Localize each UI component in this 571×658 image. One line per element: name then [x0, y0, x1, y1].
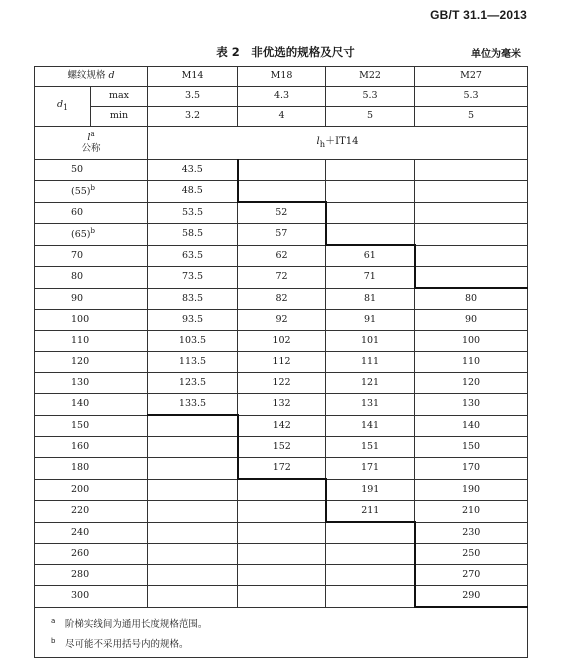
- cell-value: 210: [415, 501, 528, 523]
- cell-value: [148, 544, 238, 565]
- table-row: [35, 267, 528, 289]
- cell-value: 170: [415, 458, 528, 480]
- d1-label: $d_1$: [35, 87, 91, 127]
- cell-value: [148, 415, 238, 437]
- d1-max-row: [35, 87, 528, 107]
- length-value: $(55)^b$: [35, 181, 148, 203]
- cell-value: 171: [326, 458, 415, 480]
- table-row: [35, 479, 528, 501]
- length-value: 280: [35, 565, 148, 586]
- length-value: 160: [35, 437, 148, 458]
- cell-value: 141: [326, 415, 415, 437]
- table-row: [35, 310, 528, 331]
- cell-value: 48.5: [148, 181, 238, 203]
- cell-value: 140: [415, 415, 528, 437]
- cell-value: 43.5: [148, 160, 238, 181]
- cell-value: 63.5: [148, 245, 238, 267]
- cell-value: 72: [238, 267, 326, 289]
- cell-value: 103.5: [148, 331, 238, 352]
- cell-value: 142: [238, 415, 326, 437]
- table-row: [35, 522, 528, 544]
- length-header: $l^a$ 公称: [35, 127, 148, 160]
- cell-value: 151: [326, 437, 415, 458]
- table-row: [35, 373, 528, 394]
- length-header-row: [35, 127, 528, 160]
- cell-value: 100: [415, 331, 528, 352]
- min-label: min: [91, 107, 148, 127]
- cell-value: [148, 586, 238, 608]
- cell-value: [326, 522, 415, 544]
- cell-value: [326, 224, 415, 246]
- col-header: M22: [326, 67, 415, 87]
- cell-value: 290: [415, 586, 528, 608]
- cell-value: 73.5: [148, 267, 238, 289]
- length-value: 100: [35, 310, 148, 331]
- cell-value: 230: [415, 522, 528, 544]
- cell-value: [415, 160, 528, 181]
- cell-value: [238, 586, 326, 608]
- max-value: 5.3: [326, 87, 415, 107]
- standard-number: GB/T 31.1—2013: [430, 8, 527, 22]
- cell-value: [326, 544, 415, 565]
- cell-value: 112: [238, 352, 326, 373]
- length-value: 70: [35, 245, 148, 267]
- length-value: 300: [35, 586, 148, 608]
- cell-value: 80: [415, 288, 528, 310]
- unit-label: 单位为毫米: [471, 49, 521, 60]
- length-value: $(65)^b$: [35, 224, 148, 246]
- cell-value: 71: [326, 267, 415, 289]
- cell-value: 133.5: [148, 394, 238, 416]
- cell-value: [148, 565, 238, 586]
- length-value: 110: [35, 331, 148, 352]
- col-header: M27: [415, 67, 528, 87]
- length-value: 130: [35, 373, 148, 394]
- cell-value: [238, 565, 326, 586]
- cell-value: [326, 586, 415, 608]
- thread-size-label: 螺纹规格: [67, 70, 106, 82]
- cell-value: 211: [326, 501, 415, 523]
- max-value: 4.3: [238, 87, 326, 107]
- table-row: [35, 202, 528, 224]
- cell-value: 123.5: [148, 373, 238, 394]
- d1-min-row: [35, 107, 528, 127]
- length-value: 120: [35, 352, 148, 373]
- length-value: 140: [35, 394, 148, 416]
- length-value: 150: [35, 415, 148, 437]
- footnote-b: $^b$ 尽可能不采用括号内的规格。: [51, 637, 189, 651]
- thread-size-row: [35, 67, 528, 87]
- table-row: [35, 437, 528, 458]
- cell-value: 93.5: [148, 310, 238, 331]
- table-row: [35, 288, 528, 310]
- cell-value: [238, 479, 326, 501]
- cell-value: 81: [326, 288, 415, 310]
- length-value: 260: [35, 544, 148, 565]
- cell-value: [326, 160, 415, 181]
- cell-value: [148, 479, 238, 501]
- table-row: [35, 245, 528, 267]
- col-header: M18: [238, 67, 326, 87]
- cell-value: [148, 437, 238, 458]
- cell-value: 53.5: [148, 202, 238, 224]
- cell-value: 130: [415, 394, 528, 416]
- table-title: 表 2 非优选的规格及尺寸: [216, 45, 355, 59]
- cell-value: 102: [238, 331, 326, 352]
- table-row: [35, 224, 528, 246]
- cell-value: [238, 160, 326, 181]
- table-row: [35, 160, 528, 181]
- max-label: max: [91, 87, 148, 107]
- cell-value: [148, 501, 238, 523]
- cell-value: [326, 202, 415, 224]
- min-value: 5: [326, 107, 415, 127]
- cell-value: [148, 522, 238, 544]
- table-row: [35, 501, 528, 523]
- cell-value: 131: [326, 394, 415, 416]
- length-value: 60: [35, 202, 148, 224]
- col-header: M14: [148, 67, 238, 87]
- length-value: 80: [35, 267, 148, 289]
- cell-value: 111: [326, 352, 415, 373]
- cell-value: 61: [326, 245, 415, 267]
- cell-value: 122: [238, 373, 326, 394]
- cell-value: [415, 267, 528, 289]
- length-value: 90: [35, 288, 148, 310]
- cell-value: [238, 544, 326, 565]
- table-row: [35, 544, 528, 565]
- cell-value: 90: [415, 310, 528, 331]
- cell-value: [326, 565, 415, 586]
- max-value: 5.3: [415, 87, 528, 107]
- cell-value: [415, 224, 528, 246]
- cell-value: 58.5: [148, 224, 238, 246]
- table-row: [35, 394, 528, 416]
- cell-value: 120: [415, 373, 528, 394]
- table-row: [35, 415, 528, 437]
- nominal-label: 公称: [81, 143, 101, 155]
- cell-value: 92: [238, 310, 326, 331]
- spec-table: [34, 66, 528, 658]
- cell-value: 150: [415, 437, 528, 458]
- cell-value: 91: [326, 310, 415, 331]
- cell-value: 101: [326, 331, 415, 352]
- cell-value: 191: [326, 479, 415, 501]
- min-value: 5: [415, 107, 528, 127]
- cell-value: 110: [415, 352, 528, 373]
- cell-value: 121: [326, 373, 415, 394]
- cell-value: [415, 245, 528, 267]
- table-row: [35, 458, 528, 480]
- length-value: 180: [35, 458, 148, 480]
- cell-value: 113.5: [148, 352, 238, 373]
- length-value: 50: [35, 160, 148, 181]
- cell-value: 82: [238, 288, 326, 310]
- table-row: [35, 331, 528, 352]
- cell-value: 132: [238, 394, 326, 416]
- length-value: 200: [35, 479, 148, 501]
- cell-value: 83.5: [148, 288, 238, 310]
- table-row: [35, 565, 528, 586]
- min-value: 3.2: [148, 107, 238, 127]
- cell-value: [148, 458, 238, 480]
- cell-value: [326, 181, 415, 203]
- min-value: 4: [238, 107, 326, 127]
- cell-value: [238, 501, 326, 523]
- cell-value: [415, 181, 528, 203]
- table-row: [35, 352, 528, 373]
- length-value: 220: [35, 501, 148, 523]
- cell-value: [238, 181, 326, 203]
- cell-value: 250: [415, 544, 528, 565]
- table-row: [35, 181, 528, 203]
- cell-value: 172: [238, 458, 326, 480]
- cell-value: [415, 202, 528, 224]
- table-row: [35, 586, 528, 608]
- thread-size-var: d: [108, 70, 115, 82]
- cell-value: 62: [238, 245, 326, 267]
- cell-value: 190: [415, 479, 528, 501]
- cell-value: 57: [238, 224, 326, 246]
- cell-value: 152: [238, 437, 326, 458]
- length-tolerance: $l_h+IT14$: [148, 127, 528, 160]
- cell-value: 270: [415, 565, 528, 586]
- cell-value: 52: [238, 202, 326, 224]
- cell-value: [238, 522, 326, 544]
- length-value: 240: [35, 522, 148, 544]
- thread-size-header: [35, 67, 148, 87]
- max-value: 3.5: [148, 87, 238, 107]
- footnote-a: $^a$ 阶梯实线间为通用长度规格范围。: [51, 617, 208, 631]
